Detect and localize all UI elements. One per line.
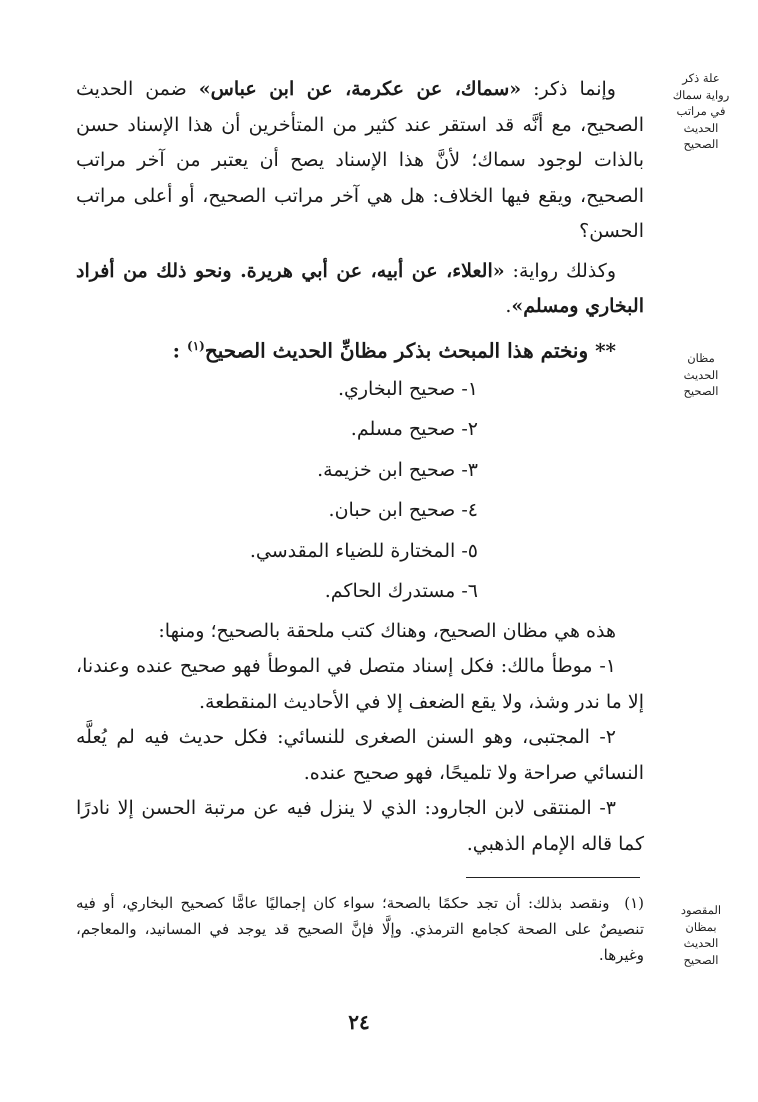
isnad-highlight: «العلاء، عن أبيه، عن أبي هريرة. ونحو ذلك من أفراد البخاري ومسلم» [76,259,644,317]
list-item: ١- صحيح البخاري. [337,377,478,400]
margin-note-sammak [666,70,736,153]
list-item: ٥- المختارة للضياء المقدسي. [249,539,478,562]
margin-note-line: الحديث [683,936,719,950]
paragraph-muntaqa: ٣- المنتقى لابن الجارود: الذي لا ينزل فيه عن مرتبة الحسن إلا نادرًا كما قاله الإمام الذهبي. [76,797,644,855]
text-run: ضمن الحديث الصحيح، مع أنَّه قد استقر عند كثير من المتأخرين أن هذا الإسناد حسن بالذات لوجود سماك؛ لأنَّ هذا الإسناد يصح أن يعتبر من آخر مراتب الصحيح، ويقع فيها الخلاف: هل هي آخر مراتب الصحيح، أو أعلى مراتب الحسن؟ [76,78,644,242]
text-run: . [505,295,512,317]
margin-note-line: رواية سماك [672,87,730,102]
footnote-text-block [76,890,644,968]
list-item: ٦- مستدرك الحاكم. [324,580,478,603]
paragraph-muwatta: ١- موطأ مالك: فكل إسناد متصل في الموطأ فهو صحيح عنده وعندنا، إلا ما ندر وشذ، ولا يقع الضعف إلا في الأحاديث المنقطعة. [76,655,644,713]
main-text [76,72,644,862]
text-run: وإنما ذكر: [521,78,616,100]
text-run: وكذلك رواية: [504,259,616,282]
footnote-text: ونقصد بذلك: أن تجد حكمًا بالصحة؛ سواء كان إجماليًا عامًّا كصحيح البخاري، أو فيه تنصيصٌ على الصحة كجامع الترمذي. وإلَّا فإنَّ الصحيح قد يوجد في المسانيد، والمعاجم، وغيرها. [76,894,644,964]
footnote-marker: (١) [624,894,644,912]
margin-note-line: الصحيح [683,137,719,151]
paragraph-mujtaba: ٢- المجتبى، وهو السنن الصغرى للنسائي: فكل حديث فيه لم يُعلَّه النسائي صراحة ولا تلميحًا، فهو صحيح عنده. [76,726,644,784]
list-item: ٣- صحيح ابن خزيمة. [317,458,478,481]
margin-note-line: الحديث [683,367,719,382]
margin-note-line: بمظان [685,919,717,934]
paragraph-sammak [76,72,644,250]
page-number: ٢٤ [348,1010,370,1034]
margin-note-line: المقصود [680,903,722,917]
list-item: ٢- صحيح مسلم. [350,418,478,441]
margin-note-line: في مراتب [676,104,726,118]
margin-note-line: الصحيح [683,952,719,967]
footnote [76,890,644,968]
margin-note-maqsud [666,902,736,968]
margin-note-line: الصحيح [683,384,719,398]
text-run: : [172,338,181,363]
paragraph-alaa [76,254,644,325]
footnote-separator [466,877,640,878]
section-heading [76,329,644,369]
paragraph-mulhaqa: هذه هي مظان الصحيح، وهناك كتب ملحقة بالصحيح؛ ومنها: [158,619,616,642]
isnad-highlight: «سماك، عن عكرمة، عن ابن عباس» [198,78,522,100]
margin-note-line: الحديث [683,120,719,135]
heading-text: ** ونختم هذا المبحث بذكر مظانِّ الحديث الصحيح [204,338,616,363]
margin-note-line: علة ذكر [682,71,720,85]
margin-note-mazan [666,350,736,400]
list-item: ٤- صحيح ابن حبان. [328,499,478,522]
footnote-ref[interactable]: (١) [187,338,205,353]
margin-note-line: مظان [687,351,715,365]
